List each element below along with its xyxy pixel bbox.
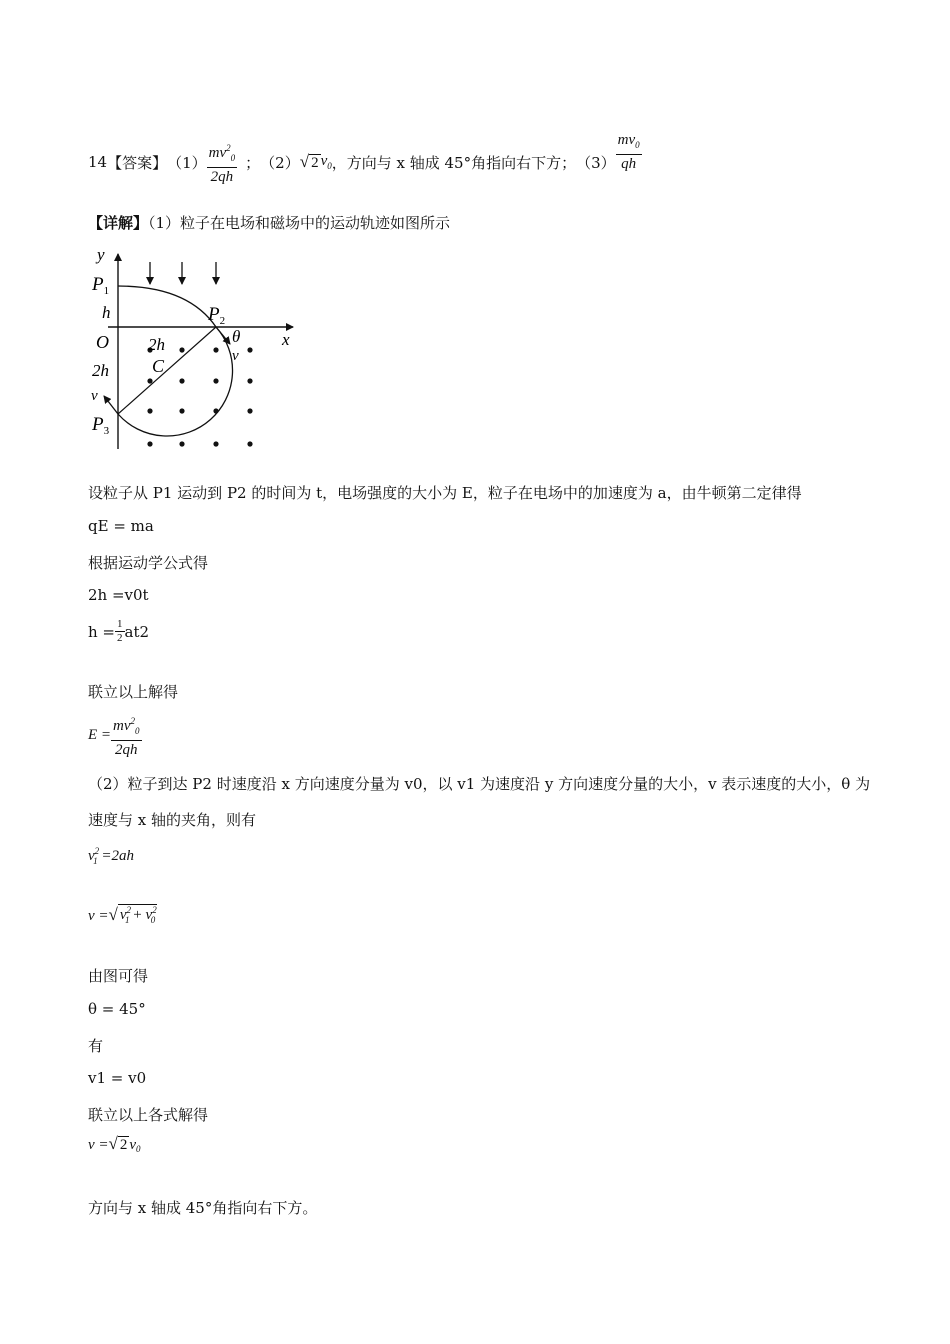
body-line-16: v = √ 2 v $_0$ bbox=[88, 1134, 141, 1154]
answer-part1-fraction: $\frac{mv^2_0}{2qh}$ bbox=[207, 139, 238, 186]
label-p3: $P_3$ bbox=[92, 414, 110, 437]
question-number: 14 bbox=[88, 153, 108, 171]
body-line-9: $v^2_1 =2ah$ bbox=[88, 846, 135, 866]
body-line-8: （2）粒子到达 P2 时速度沿 x 方向速度分量为 v0，以 v1 为速度沿 y 方向速度分量的大小，v 表示速度的大小，θ 为速度与 x 轴的夹角，则有 bbox=[88, 775, 871, 829]
label-p1: $P_1$ bbox=[92, 274, 110, 297]
answer-part2-label: （2） bbox=[260, 153, 300, 172]
result-sqrt: √ 2 bbox=[108, 1134, 128, 1153]
answer-part3-fraction: $\frac{mv_0}{qh}$ bbox=[617, 132, 640, 172]
label-o: O bbox=[96, 332, 109, 352]
body-line-14: v1 = v0 bbox=[88, 1069, 147, 1087]
label-x: x bbox=[282, 330, 290, 349]
label-v-left: v bbox=[91, 388, 98, 404]
body-line-4: 2h =v0t bbox=[88, 586, 149, 604]
trajectory-diagram bbox=[88, 244, 303, 454]
body-line-1: 设粒子从 P1 运动到 P2 的时间为 t，电场强度的大小为 E，粒子在电场中的加速度为 a，由牛顿第二定律得 bbox=[88, 484, 802, 502]
body-line-15: 联立以上各式解得 bbox=[88, 1106, 209, 1124]
body-line-7: E = $\frac{mv^2_0}{2qh}$ bbox=[88, 712, 142, 759]
body-line-13: 有 bbox=[88, 1037, 104, 1055]
label-v-right: v bbox=[232, 348, 239, 364]
velocity-arrow-p3 bbox=[104, 396, 118, 414]
detail-line bbox=[88, 212, 450, 233]
answer-label: 【答案】 bbox=[107, 153, 168, 172]
body-line-11: 由图可得 bbox=[88, 967, 149, 985]
label-p2: $P_2$ bbox=[208, 304, 226, 327]
parabola-trajectory bbox=[118, 286, 216, 327]
half-fraction: $\frac{1}{2}$ bbox=[117, 618, 123, 644]
answer-sep: ； bbox=[245, 153, 261, 172]
label-2h-radius: 2h bbox=[148, 335, 165, 354]
answer-part3-label: （3） bbox=[576, 153, 616, 172]
label-c: C bbox=[152, 356, 165, 376]
body-line-6: 联立以上解得 bbox=[88, 683, 179, 701]
label-y: y bbox=[97, 245, 105, 264]
answer-part2-text: ，方向与 x 轴成 45°角指向右下方； bbox=[331, 153, 577, 172]
body-line-3: 根据运动学公式得 bbox=[88, 554, 209, 572]
velocity-arrow-p2 bbox=[216, 327, 230, 344]
answer-part2-sqrt: √ 2 bbox=[299, 152, 319, 171]
label-2h-left: 2h bbox=[92, 361, 109, 380]
answer-line bbox=[88, 132, 642, 185]
detail-intro: （1）粒子在电场和磁场中的运动轨迹如图所示 bbox=[148, 214, 451, 232]
body-line-5: h = $\frac{1}{2}$ at2 bbox=[88, 618, 150, 644]
e-fraction: $\frac{mv^2_0}{2qh}$ bbox=[111, 712, 142, 759]
detail-label: 【详解】 bbox=[88, 214, 149, 232]
answer-part2-v: $v_0$ bbox=[320, 153, 332, 171]
label-theta: θ bbox=[232, 327, 241, 346]
body-line-10: v = √ $v^2_1 + v^2_0$ bbox=[88, 905, 157, 925]
body-line-17: 方向与 x 轴成 45°角指向右下方。 bbox=[88, 1199, 318, 1217]
velocity-sqrt: √ $v^2_1 + v^2_0$ bbox=[108, 905, 157, 925]
answer-part1-label: （1） bbox=[167, 153, 207, 172]
label-h: h bbox=[102, 303, 111, 322]
body-line-12: θ = 45° bbox=[88, 1000, 146, 1018]
radius-line bbox=[118, 327, 216, 414]
body-line-2: qE = ma bbox=[88, 517, 154, 535]
